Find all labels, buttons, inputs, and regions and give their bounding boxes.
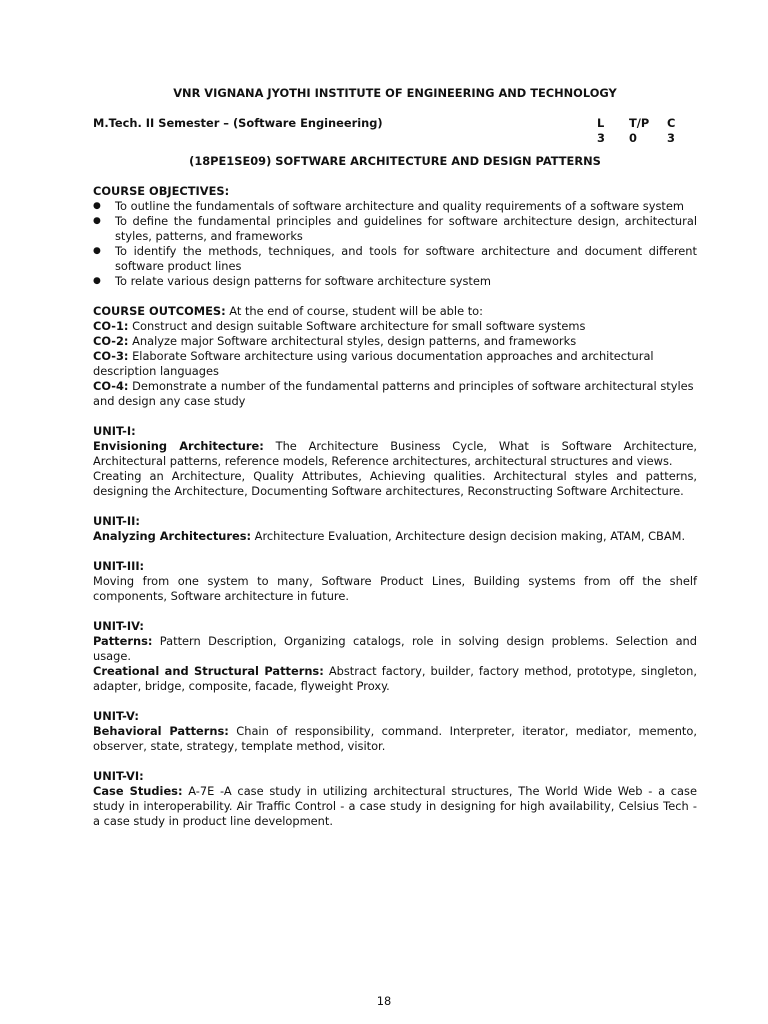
list-item: ● To define the fundamental principles and guidelines for software architecture design, architectural styles, patterns, and frameworks [93, 214, 697, 243]
syllabus-page [93, 86, 697, 844]
bullet-icon: ● [93, 246, 101, 256]
outcome-item: CO-2: Analyze major Software architectural styles, design patterns, and frameworks [93, 334, 577, 348]
unit-paragraph: Patterns: Pattern Description, Organizing catalogs, role in solving design problems. Selection and usage. [93, 634, 697, 663]
unit-paragraph: Behavioral Patterns: Chain of responsibility, command. Interpreter, iterator, mediator, memento, observer, state, strategy, template method, visitor. [93, 724, 697, 753]
list-item: ● To outline the fundamentals of software architecture and quality requirements of a software system [93, 199, 684, 213]
unit-paragraph: Moving from one system to many, Software Product Lines, Building systems from off the shelf components, Software architecture in future. [93, 574, 697, 603]
bullet-icon: ● [93, 201, 101, 211]
ltpc-label-c: C [667, 116, 676, 130]
unit-heading: UNIT-V: [93, 709, 139, 723]
unit-paragraph: Creating an Architecture, Quality Attributes, Achieving qualities. Architectural styles and patterns, designing the Architecture, Documenting Software architectures, Reconstructing Software Architecture. [93, 469, 697, 498]
list-item: ● To identify the methods, techniques, and tools for software architecture and document different software product lines [93, 244, 697, 273]
objectives-list [93, 199, 697, 289]
unit-heading: UNIT-I: [93, 424, 136, 438]
outcome-item: CO-4: Demonstrate a number of the fundamental patterns and principles of software architectural styles and design any case study [93, 379, 694, 408]
bullet-icon: ● [93, 216, 101, 226]
subject-title: (18PE1SE09) SOFTWARE ARCHITECTURE AND DESIGN PATTERNS [189, 154, 601, 168]
unit-6 [93, 769, 697, 829]
outcomes-section [93, 304, 697, 409]
unit-paragraph: Envisioning Architecture: The Architecture Business Cycle, What is Software Architecture, Architectural patterns, reference models, Reference architectures, architectural structures and views. [93, 439, 697, 468]
ltpc-label-tp: T/P [629, 116, 650, 130]
page-number: 18 [376, 994, 392, 1008]
semester-title: M.Tech. II Semester – (Software Engineering) [93, 116, 383, 130]
outcome-item: CO-1: Construct and design suitable Software architecture for small software systems [93, 319, 586, 333]
list-item: ● To relate various design patterns for software architecture system [93, 274, 491, 288]
unit-3 [93, 559, 697, 604]
ltpc-value-l: 3 [597, 131, 605, 145]
unit-heading: UNIT-II: [93, 514, 140, 528]
unit-2 [93, 514, 697, 544]
unit-1 [93, 424, 697, 499]
outcomes-heading: COURSE OUTCOMES: [93, 304, 226, 318]
semester-row [93, 116, 697, 146]
bullet-icon: ● [93, 276, 101, 286]
objectives-heading: COURSE OBJECTIVES: [93, 184, 230, 198]
unit-paragraph: Analyzing Architectures: Architecture Evaluation, Architecture design decision making, ATAM, CBAM. [93, 529, 686, 543]
unit-heading: UNIT-IV: [93, 619, 144, 633]
unit-5 [93, 709, 697, 754]
institute-name: VNR VIGNANA JYOTHI INSTITUTE OF ENGINEERING AND TECHNOLOGY [173, 86, 617, 100]
ltpc-value-tp: 0 [629, 131, 637, 145]
unit-heading: UNIT-III: [93, 559, 145, 573]
unit-4 [93, 619, 697, 694]
unit-paragraph: Creational and Structural Patterns: Abstract factory, builder, factory method, prototype, singleton, adapter, bridge, composite, facade, flyweight Proxy. [93, 664, 697, 693]
ltpc-value-c: 3 [667, 131, 675, 145]
ltpc-label-l: L [597, 116, 605, 130]
outcome-item: CO-3: Elaborate Software architecture using various documentation approaches and architectural description languages [93, 349, 654, 378]
outcomes-intro: COURSE OUTCOMES: At the end of course, student will be able to: [93, 304, 483, 318]
ltpc-table [597, 116, 685, 146]
unit-paragraph: Case Studies: A-7E -A case study in utilizing architectural structures, The World Wide Web - a case study in interoperability. Air Traffic Control - a case study in designing for high availability, Celsius Tech - a case study in product line development. [93, 784, 697, 828]
unit-heading: UNIT-VI: [93, 769, 144, 783]
